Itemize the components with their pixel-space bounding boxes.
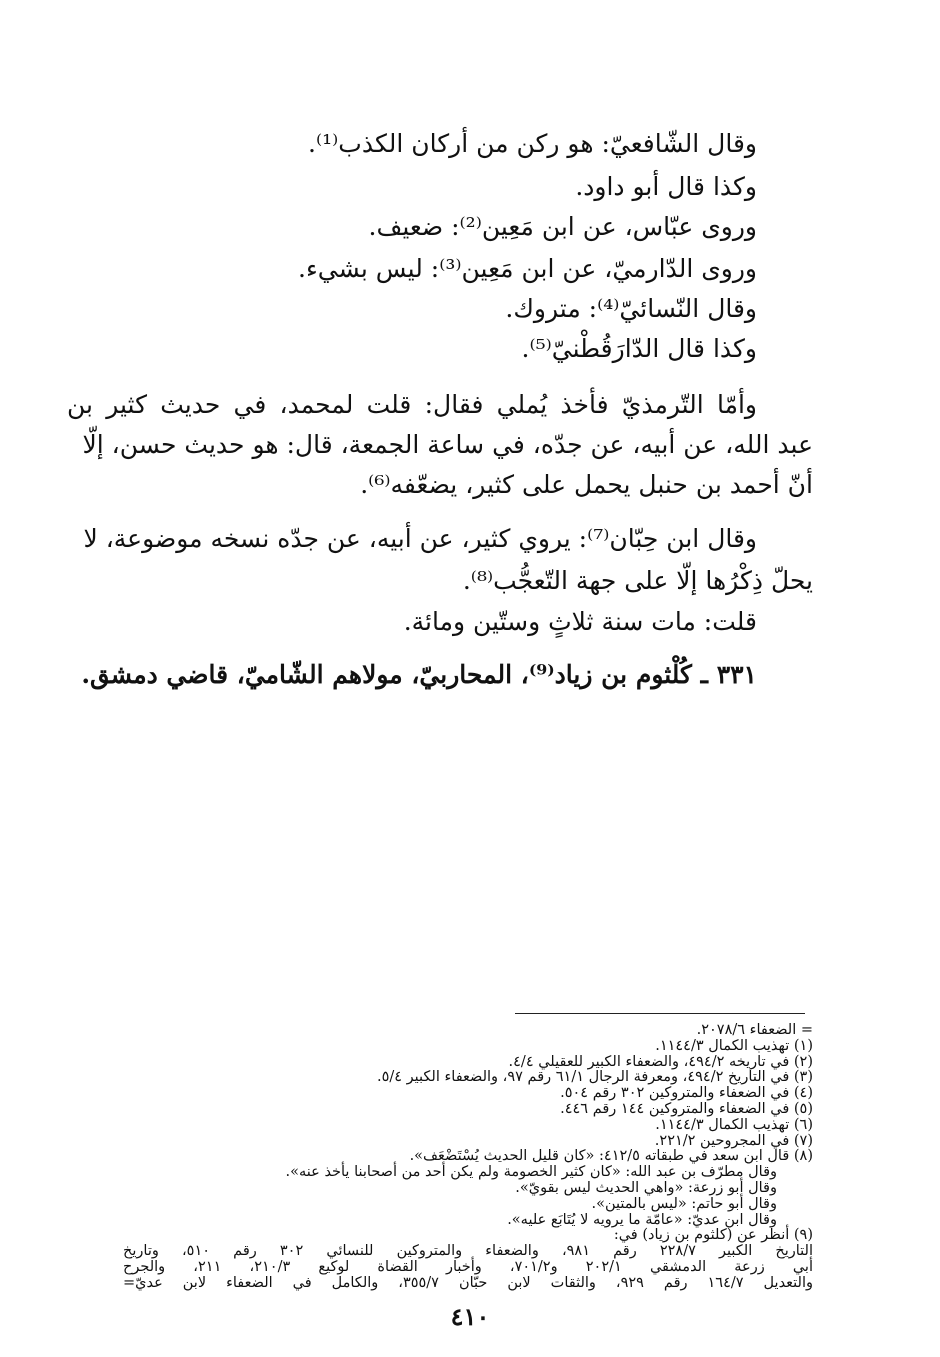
- body-line-6: وكذا قال الدّارَقُطْنيّ⁽⁵⁾.: [521, 334, 757, 363]
- body-line-4: وروى الدّارميّ، عن ابن مَعِين⁽³⁾: ليس بشيء.: [298, 254, 757, 283]
- footnote-line: (٥) في الضعفاء والمتروكين ١٤٤ رقم ٤٤٦.: [560, 1101, 813, 1117]
- footnote-line: (٨) قال ابن سعد في طبقاته ٤١٢/٥: «كان قليل الحديث يُسْتَضْعَف».: [409, 1148, 813, 1165]
- footnote-line: (٣) في التاريخ ٤٩٤/٢، ومعرفة الرجال ٦١/١ رقم ٩٧، والضعفاء الكبير ٥/٤.: [376, 1069, 813, 1086]
- footnote-line: والتعديل ١٦٤/٧ رقم ٩٢٩، والثقات لابن حبّان ٣٥٥/٧، والكامل في الضعفاء لابن عديّ=: [123, 1274, 813, 1291]
- footnote-line: (١) تهذيب الكمال ١١٤٤/٣.: [655, 1037, 813, 1054]
- footnote-line: التاريخ الكبير ٢٢٨/٧ رقم ٩٨١، والضعفاء والمتروكين للنسائي ٣٠٢ رقم ٥١٠، وتاريخ: [123, 1243, 813, 1260]
- footnote-line: (٢) في تاريخه ٤٩٤/٢، والضعفاء الكبير للعقيلي ٤/٤.: [508, 1053, 813, 1070]
- body-line-3: وروى عبّاس، عن ابن مَعِين⁽²⁾: ضعيف.: [368, 212, 757, 241]
- footnote-line: أبي زرعة الدمشقي ٢٠٢/١ و٧٠١/٢، وأخبار القضاة لوكيع ٢١٠/٣، ٢١١، والجرح: [123, 1259, 813, 1275]
- footnote-line: وقال أبو زرعة: «واهي الحديث ليس بقويّ».: [515, 1180, 777, 1196]
- body-line-10: وقال ابن حِبّان⁽⁷⁾: يروي كثير، عن أبيه، عن جدّه نسخه موضوعة، لا: [83, 524, 757, 553]
- footnote-line: وقال ابن عديّ: «عامّة ما يرويه لا يُتَابَع عليه».: [507, 1211, 777, 1228]
- page-number: ٤١٠: [450, 1302, 490, 1331]
- body-line-9: أنّ أحمد بن حنبل يحمل على كثير، يضعّفه⁽⁶⁾.: [360, 470, 813, 499]
- footnote-line: (٤) في الضعفاء والمتروكين ٣٠٢ رقم ٥٠٤.: [560, 1085, 813, 1102]
- footnote-line: (٩) أنظر عن (كلثوم بن زياد) في:: [613, 1227, 813, 1244]
- entry-heading-331: ٣٣١ ـ كُلْثوم بن زياد⁽⁹⁾، المحاربيّ، مولاهم الشّاميّ، قاضي دمشق.: [81, 660, 757, 689]
- body-line-7: وأمّا التّرمذيّ فأخذ يُملي فقال: قلت لمحمد، في حديث كثير بن: [67, 390, 757, 419]
- body-line-12: قلت: مات سنة ثلاثٍ وستّين ومائة.: [403, 607, 757, 636]
- footnote-line: وقال أبو حاتم: «ليس بالمتين».: [591, 1195, 777, 1212]
- footnote-line: (٧) في المجروحين ٢٢١/٢.: [654, 1132, 813, 1149]
- body-line-11: يحلّ ذِكْرُها إلّا على جهة التّعجُّب⁽⁸⁾.: [462, 566, 813, 595]
- body-line-8: عبد الله، عن أبيه، عن جدّه، في ساعة الجمعة، قال: هو حديث حسن، إلّا: [82, 430, 813, 459]
- footnote-line: وقال مطرّف بن عبد الله: «كان كثير الخصومة ولم يكن أحد من أصحابنا يأخذ عنه».: [285, 1164, 777, 1181]
- footnote-line: (٦) تهذيب الكمال ١١٤٤/٣.: [655, 1116, 813, 1133]
- body-line-1: وقال الشّافعيّ: هو ركن من أركان الكذب⁽¹⁾.: [308, 129, 757, 158]
- footnote-separator: [515, 1013, 805, 1014]
- footnote-continued: = الضعفاء ٢٠٧٨/٦.: [696, 1022, 813, 1038]
- body-line-2: وكذا قال أبو داود.: [575, 172, 757, 201]
- body-line-5: وقال النّسائيّ⁽⁴⁾: متروك.: [505, 294, 757, 323]
